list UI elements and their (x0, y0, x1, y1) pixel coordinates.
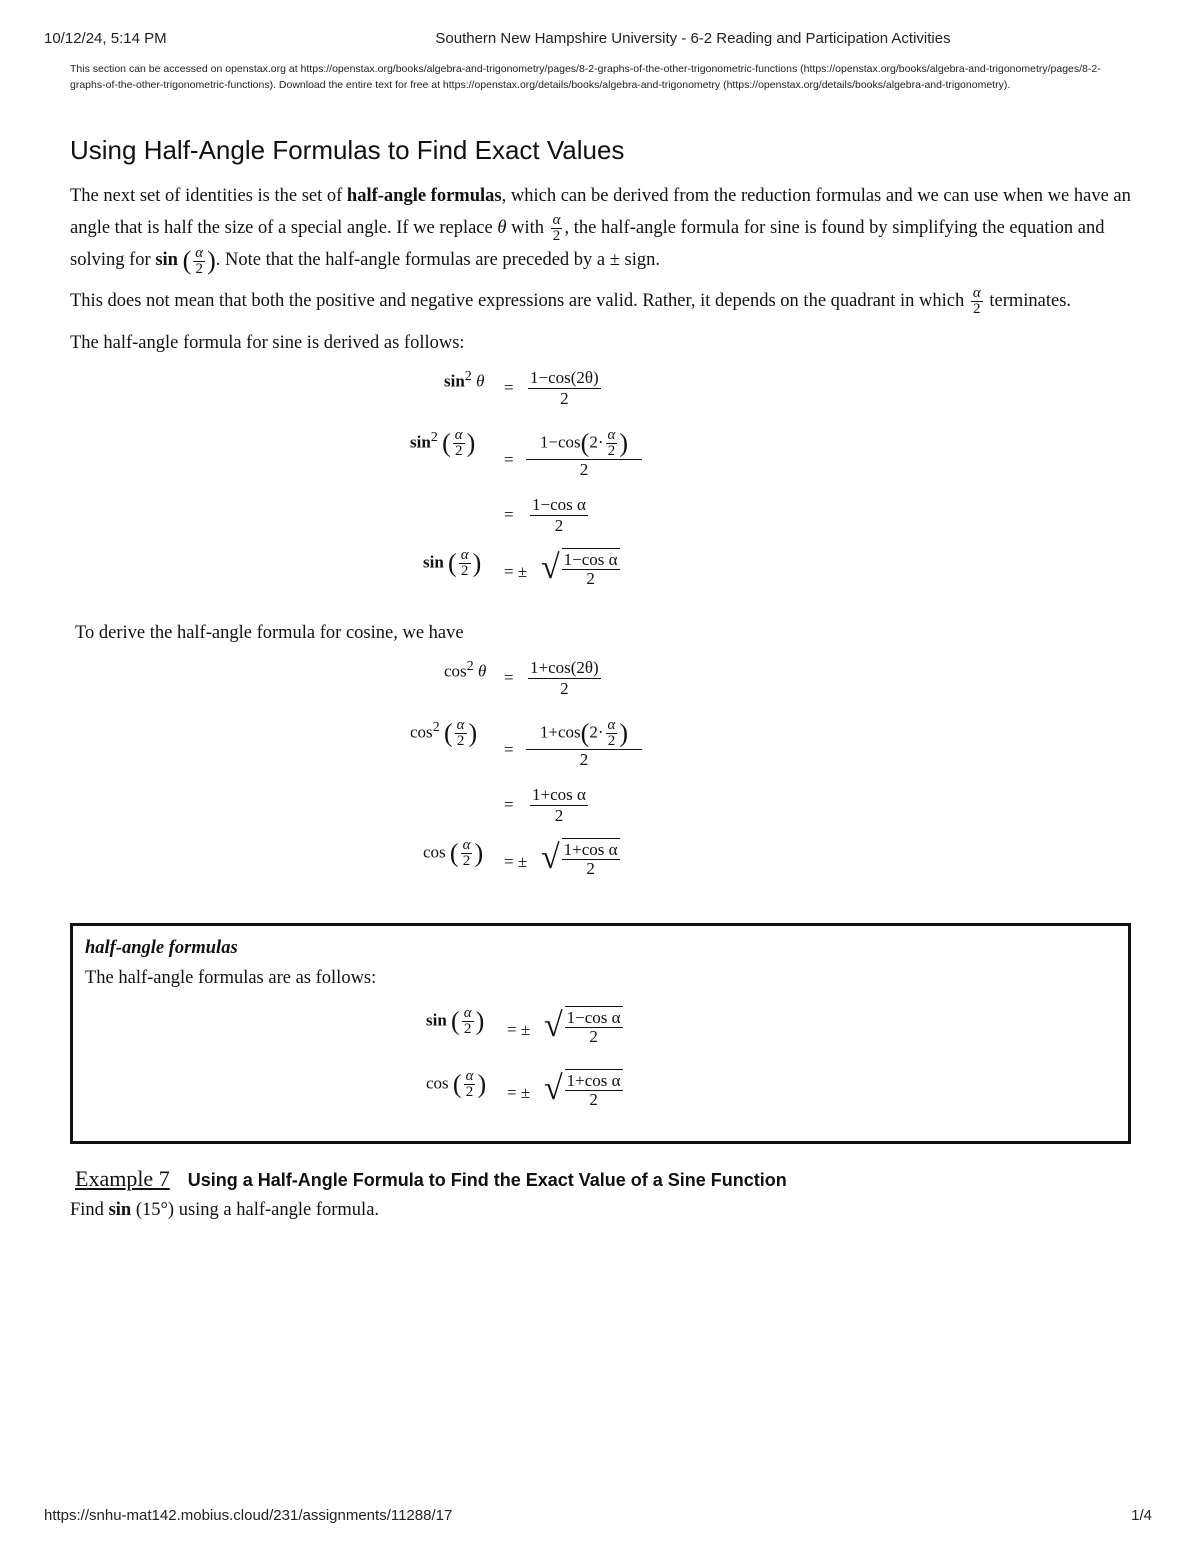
sine-derivation-intro: The half-angle formula for sine is derived as follows: (70, 333, 465, 353)
section-title: Using Half-Angle Formulas to Find Exact Values (70, 135, 625, 165)
square-root: √ $\frac{\text{1−cos α}}{2}$ (541, 549, 618, 588)
print-datetime: 10/12/24, 5:14 PM (44, 30, 167, 47)
quadrant-paragraph: This does not mean that both the positive and negative expressions are valid. Rather, it depends on the quadrant in which $\frac{\alpha}{2}$ terminates. (70, 285, 1072, 318)
term-half-angle-formulas: half-angle formulas (346, 186, 502, 206)
example-prompt: Find sin (15°) using a half-angle formula. (70, 1200, 380, 1220)
box-text: The half-angle formulas are as follows: (85, 968, 377, 988)
cosine-eq-2: $\cos^2$ ( $\frac{\alpha}{2}$ ) = 1+cos(2· $\frac{\alpha}{2}$ ) 2 (410, 718, 477, 749)
box-sine-formula: sin ( $\frac{\alpha}{2}$ ) = ± √ $\frac{\text{1−cos α}}{2}$ (426, 1005, 621, 1046)
sine-eq-2: $\sin^2$ ( $\frac{\alpha}{2}$ ) = 1−cos(2· $\frac{\alpha}{2}$ ) 2 (410, 428, 475, 459)
intro-paragraph: The next set of identities is the set of half-angle formulas, which can be derived from the reduction formulas and we can use when we have an angle that is half the size of a special angle. If we replace θ with $\frac{\alpha}{2}$ , the half-angle formula for sine is found by simplifying the equation and solving for sin ( $\frac{\alpha}{2}$ ). Note that the half-angle formulas are preceded by a ± sign. (70, 186, 1131, 277)
box-cosine-formula: cos ( $\frac{\alpha}{2}$ ) = ± √ $\frac{\text{1+cos α}}{2}$ (426, 1068, 621, 1109)
square-root: √ $\frac{\text{1+cos α}}{2}$ (541, 839, 618, 878)
sine-eq-1: $\sin^2 \theta$ = $\frac{1-\cos(2\theta)}{2}$ (444, 368, 599, 408)
cosine-eq-1: $\cos^2 \theta$ = $\frac{1+\cos(2\theta)}{2}$ (444, 658, 599, 698)
box-title: half-angle formulas (85, 938, 238, 958)
print-page-number: 1/4 (1131, 1507, 1152, 1524)
example-title: Using a Half-Angle Formula to Find the Exact Value of a Sine Function (187, 1170, 787, 1190)
print-url: https://snhu-mat142.mobius.cloud/231/assignments/11288/17 (44, 1507, 453, 1524)
example-header (72, 1166, 787, 1192)
cosine-derivation-intro: To derive the half-angle formula for cosine, we have (75, 623, 464, 643)
example-label: Example 7 (75, 1166, 170, 1191)
print-page-title: Southern New Hampshire University - 6-2 Reading and Participation Activities (435, 30, 951, 47)
source-note: This section can be accessed on openstax.org at https://openstax.org/books/algebra-and-trigonometry/pages/8-2-graphs-of-the-other-trigonometric-functions (https://openstax.org/books/algebra-and-trigonometry/pages/8-2-graphs-of-the-other-trigonometric-functions). Download the entire text for free at https://openstax.org/details/books/algebra-and-trigonometry (https://openstax.org/details/books/algebra-and-trigonometry). (70, 63, 1101, 91)
sine-eq-4: sin ( $\frac{\alpha}{2}$ ) = ± √ $\frac{\text{1−cos α}}{2}$ (423, 548, 481, 579)
cosine-eq-4: cos ( $\frac{\alpha}{2}$ ) = ± √ $\frac{\text{1+cos α}}{2}$ (423, 838, 483, 869)
half-angle-formulas-box (70, 923, 1131, 1144)
alpha-over-2: $\frac{\alpha}{2}$ (552, 212, 561, 245)
